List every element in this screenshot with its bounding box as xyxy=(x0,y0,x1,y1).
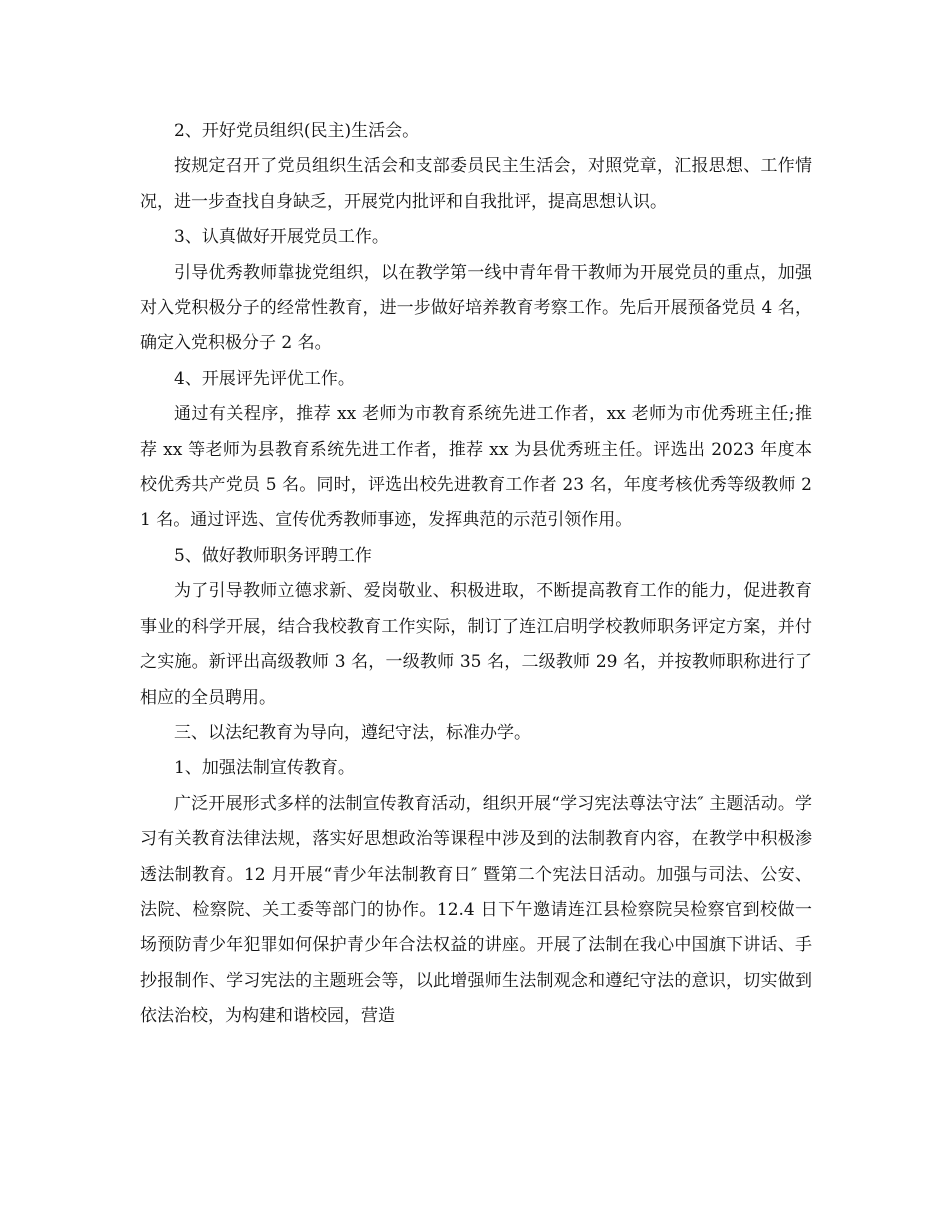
paragraph-awards-selection: 通过有关程序，推荐 xx 老师为市教育系统先进工作者，xx 老师为市优秀班主任;推荐 xx 等老师为县教育系统先进工作者，推荐 xx 为县优秀班主任。评选出 2023 年度本校优秀共产党员 5 名。同时，评选出校先进教育工作者 23 名，年度考核优秀等级教师 21 名。通过评选、宣传优秀教师事迹，发挥典范的示范引领作用。 xyxy=(140,404,812,531)
heading-party-life-meeting: 2、开好党员组织(民主)生活会。 xyxy=(174,121,420,141)
heading-teacher-title-evaluation: 5、做好教师职务评聘工作 xyxy=(174,545,372,566)
paragraph-teacher-title-evaluation: 为了引导教师立德求新、爱岗敬业、积极进取，不断提高教育工作的能力，促进教育事业的科学开展，结合我校教育工作实际，制订了连江启明学校教师职务评定方案，并付之实施。新评出高级教师 3 名，一级教师 35 名，二级教师 29 名，并按教师职称进行了相应的全员聘用。 xyxy=(140,581,812,708)
paragraph-party-member-development: 引导优秀教师靠拢党组织，以在教学第一线中青年骨干教师为开展党员的重点，加强对入党积极分子的经常性教育，进一步做好培养教育考察工作。先后开展预备党员 4 名，确定入党积极分子 2 名。 xyxy=(140,262,812,354)
paragraph-party-life-meeting: 按规定召开了党员组织生活会和支部委员民主生活会，对照党章，汇报思想、工作情况，进一步查找自身缺乏，开展党内批评和自我批评，提高思想认识。 xyxy=(140,156,812,212)
heading-awards-selection: 4、开展评先评优工作。 xyxy=(174,368,355,389)
document-body xyxy=(140,114,812,1035)
heading-legal-publicity: 1、加强法制宣传教育。 xyxy=(174,758,355,779)
paragraph-legal-publicity: 广泛开展形式多样的法制宣传教育活动，组织开展“学习宪法尊法守法″ 主题活动。学习有关教育法律法规，落实好思想政治等课程中涉及到的法制教育内容，在教学中积极渗透法制教育。12 月开展“青少年法制教育日″ 暨第二个宪法日活动。加强与司法、公安、法院、检察院、关工委等部门的协作。12.4 日下午邀请连江县检察院吴检察官到校做一场预防青少年犯罪如何保护青少年合法权益的讲座。开展了法制在我心中国旗下讲话、手抄报制作、学习宪法的主题班会等，以此增强师生法制观念和遵纪守法的意识，切实做到依法治校，为构建和谐校园，营造 xyxy=(140,793,812,1027)
heading-party-member-development: 3、认真做好开展党员工作。 xyxy=(174,227,389,248)
section-heading-legal-education: 三、以法纪教育为导向，遵纪守法，标准办学。 xyxy=(174,722,531,743)
